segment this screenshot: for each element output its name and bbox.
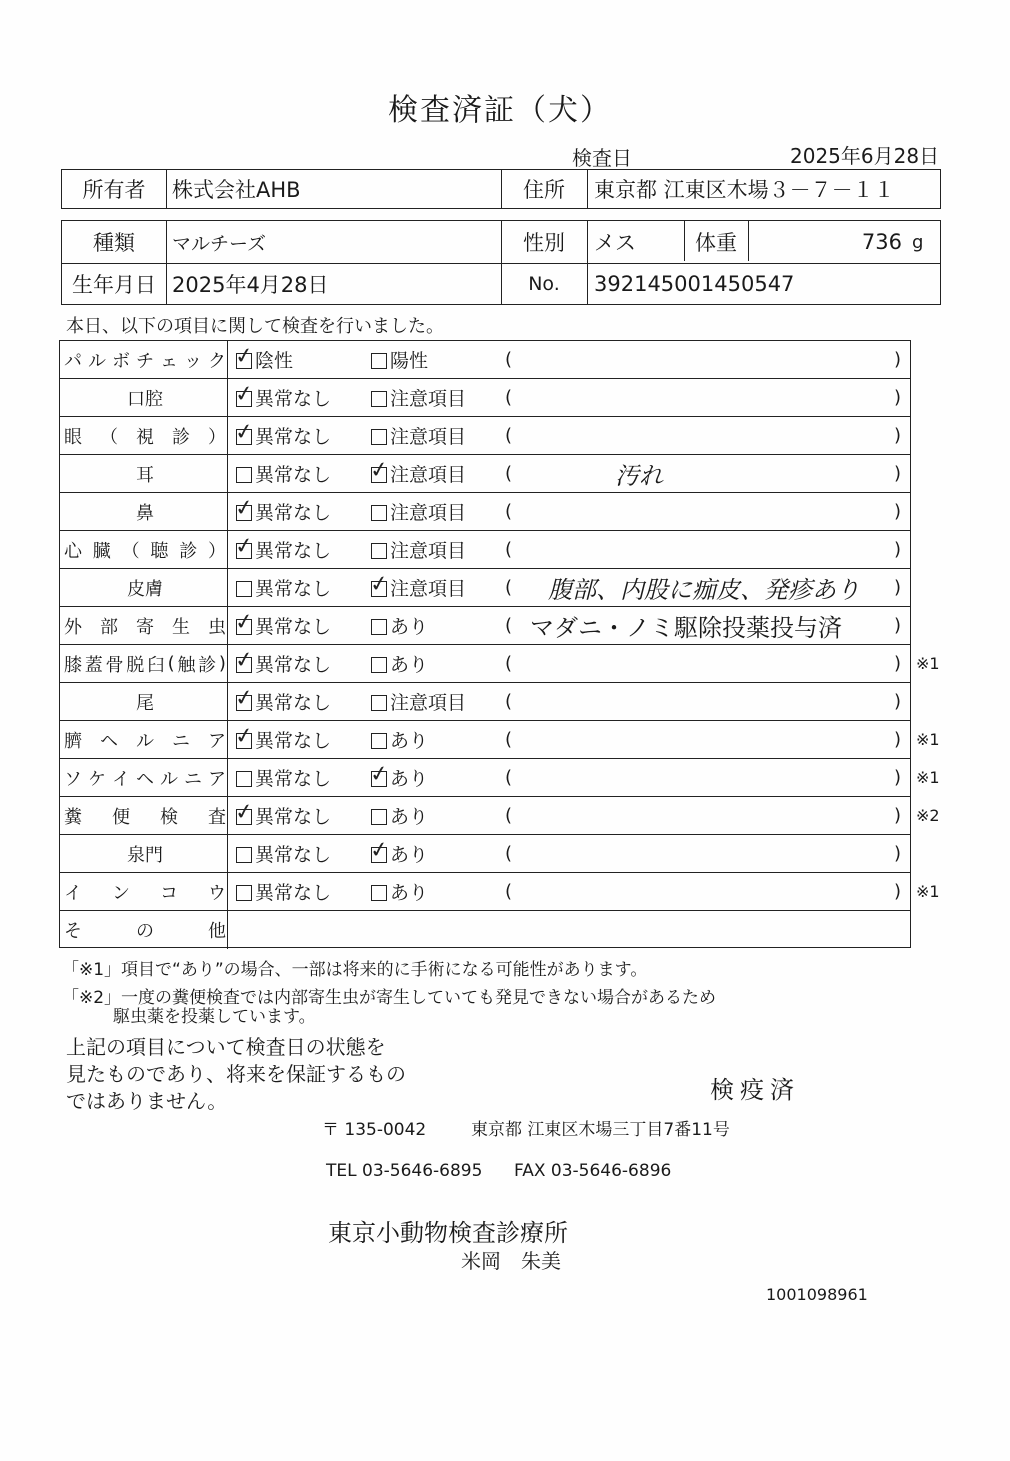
reference-mark: ※1: [916, 768, 940, 787]
footnote-1: 「※1」項目で“あり”の場合、一部は将来的に手術になる可能性があります。: [62, 960, 648, 980]
check-mark-icon: ✓: [233, 380, 256, 408]
note-open-paren: (: [505, 691, 513, 712]
pet-info-box: [61, 220, 941, 305]
check-row: [60, 645, 910, 683]
checkbox-label: 注意項目: [390, 578, 467, 600]
checkbox-label: 異常なし: [255, 806, 332, 828]
checkbox-label: 異常なし: [255, 388, 332, 410]
exam-date-label: 検査日: [572, 146, 632, 170]
check-mark-icon: ✓: [233, 608, 256, 636]
checkbox-option[interactable]: [371, 379, 466, 416]
checkbox-icon[interactable]: [371, 695, 387, 711]
checkbox-option[interactable]: [371, 341, 428, 378]
check-item-label: 耳: [136, 464, 154, 486]
checkbox-label: 注意項目: [390, 692, 467, 714]
checkbox-option[interactable]: [233, 645, 332, 682]
check-mark-icon: ✓: [233, 684, 256, 712]
note-close-paren: ): [894, 843, 902, 864]
checkbox-icon[interactable]: [371, 619, 387, 635]
checkbox-icon[interactable]: [371, 809, 387, 825]
note-open-paren: (: [505, 767, 513, 788]
checkbox-icon[interactable]: [233, 380, 256, 408]
checkbox-label: 注意項目: [390, 464, 467, 486]
weight-unit: g: [912, 231, 924, 253]
reference-mark: ※1: [916, 882, 940, 901]
checkbox-icon[interactable]: [233, 722, 256, 750]
check-row: [60, 873, 910, 911]
check-row: [60, 379, 910, 417]
checkbox-option[interactable]: [233, 341, 294, 378]
check-mark-icon: ✓: [233, 532, 256, 560]
check-mark-icon: ✓: [233, 418, 256, 446]
checkbox-option[interactable]: [233, 797, 332, 834]
checkbox-option[interactable]: [371, 721, 428, 758]
checkbox-option[interactable]: [236, 759, 331, 796]
note-open-paren: (: [505, 425, 513, 446]
check-item-label: 心 臓 （ 聴 診 ）: [64, 540, 226, 562]
checkbox-label: 異常なし: [255, 540, 332, 562]
checkbox-icon[interactable]: [233, 608, 256, 636]
check-item-label: 臍 ヘ ル ニ ア: [64, 730, 226, 752]
check-item-label: 皮膚: [127, 578, 163, 600]
checkbox-label: 異常なし: [255, 882, 332, 904]
checkbox-option[interactable]: [371, 607, 428, 644]
owner-address-box: [61, 169, 941, 209]
checkbox-icon[interactable]: [233, 646, 256, 674]
checkbox-option[interactable]: [368, 569, 467, 606]
note-open-paren: (: [505, 843, 513, 864]
checkbox-label: 注意項目: [390, 426, 467, 448]
checkbox-icon[interactable]: [368, 570, 391, 598]
footnote-2: 「※2」一度の糞便検査では内部寄生虫が寄生していても発見できない場合があるため: [62, 988, 717, 1008]
postal-code: 〒 135-0042: [322, 1120, 427, 1140]
check-row: [60, 683, 910, 721]
checkbox-icon[interactable]: [371, 733, 387, 749]
document-title: 検査済証（犬）: [388, 93, 612, 128]
check-item-label: パ ル ボ チ ェ ッ ク: [64, 350, 226, 372]
check-mark-icon: ✓: [233, 722, 256, 750]
note-open-paren: (: [505, 805, 513, 826]
note-close-paren: ): [894, 767, 902, 788]
checkbox-option[interactable]: [371, 645, 428, 682]
checkbox-label: 異常なし: [255, 730, 332, 752]
check-mark-icon: ✓: [233, 342, 256, 370]
checkbox-icon[interactable]: [236, 467, 252, 483]
checkbox-icon[interactable]: [371, 391, 387, 407]
checkbox-option[interactable]: [371, 683, 466, 720]
weight-value: 736: [861, 230, 902, 254]
checkbox-label: 異常なし: [255, 654, 332, 676]
checkbox-option[interactable]: [371, 493, 466, 530]
checkbox-icon[interactable]: [368, 836, 391, 864]
checkbox-icon[interactable]: [233, 418, 256, 446]
checkbox-label: あり: [390, 844, 429, 866]
checkbox-option[interactable]: [368, 455, 467, 492]
check-mark-icon: ✓: [368, 836, 391, 864]
checkbox-icon[interactable]: [371, 429, 387, 445]
check-mark-icon: ✓: [233, 646, 256, 674]
check-table: [59, 340, 911, 948]
checkbox-label: 異常なし: [255, 502, 332, 524]
disclaimer-line: 見たものであり、将来を保証するもの: [66, 1062, 406, 1086]
reference-mark: ※2: [916, 806, 940, 825]
owner-label: 所有者: [82, 178, 146, 202]
checkbox-icon[interactable]: [371, 505, 387, 521]
check-row: [60, 607, 910, 645]
checkbox-label: あり: [390, 806, 429, 828]
clinic-address: 東京都 江東区木場三丁目7番11号: [471, 1120, 730, 1140]
checkbox-icon[interactable]: [233, 494, 256, 522]
note-close-paren: ): [894, 881, 902, 902]
check-row: [60, 569, 910, 607]
reference-mark: ※1: [916, 730, 940, 749]
disclaimer-statement: [66, 1034, 406, 1115]
checkbox-option[interactable]: [371, 417, 466, 454]
checkbox-label: 注意項目: [390, 540, 467, 562]
checkbox-option[interactable]: [236, 835, 331, 872]
note-close-paren: ): [894, 729, 902, 750]
check-mark-icon: ✓: [233, 494, 256, 522]
clinic-fax: FAX 03-5646-6896: [514, 1161, 672, 1181]
check-row: [60, 835, 910, 873]
note-close-paren: ): [894, 615, 902, 636]
note-open-paren: (: [505, 729, 513, 750]
handwritten-note: マダニ・ノミ駆除投薬投与済: [530, 614, 842, 642]
checkbox-option[interactable]: [236, 873, 331, 910]
checkbox-option[interactable]: [233, 607, 332, 644]
checkbox-label: あり: [390, 654, 429, 676]
checkbox-label: 注意項目: [390, 388, 467, 410]
checkbox-icon[interactable]: [368, 456, 391, 484]
quarantine-stamp: 検疫済: [710, 1076, 800, 1104]
note-close-paren: ): [894, 805, 902, 826]
check-item-label: 泉門: [127, 844, 163, 866]
sex-label: 性別: [523, 231, 565, 255]
number-value: 392145001450547: [594, 272, 795, 296]
check-item-label: 眼 （ 視 診 ）: [64, 426, 226, 448]
checkbox-option[interactable]: [368, 759, 429, 796]
checkbox-label: 異常なし: [255, 578, 332, 600]
checkbox-icon[interactable]: [236, 581, 252, 597]
breed-value: マルチーズ: [172, 232, 267, 255]
checkbox-icon[interactable]: [233, 342, 256, 370]
weight-label: 体重: [695, 231, 737, 255]
clinic-tel: TEL 03-5646-6895: [326, 1161, 483, 1181]
note-close-paren: ): [894, 349, 902, 370]
check-item-label: 尾: [136, 692, 154, 714]
birth-value: 2025年4月28日: [172, 273, 329, 297]
checkbox-icon[interactable]: [236, 885, 252, 901]
check-row: [60, 911, 910, 949]
checkbox-label: あり: [390, 616, 429, 638]
check-item-label: 膝 蓋 骨 脱 臼 ( 触 診 ): [64, 653, 226, 676]
handwritten-note: 腹部、内股に痂皮、発疹あり: [548, 576, 860, 604]
checkbox-icon[interactable]: [371, 353, 387, 369]
note-open-paren: (: [505, 387, 513, 408]
note-open-paren: (: [505, 615, 513, 636]
checkbox-icon[interactable]: [233, 684, 256, 712]
note-close-paren: ): [894, 425, 902, 446]
note-open-paren: (: [505, 577, 513, 598]
checkbox-label: あり: [390, 730, 429, 752]
check-item-label: 糞 便 検 査: [64, 806, 226, 828]
checkbox-icon[interactable]: [236, 847, 252, 863]
address-label: 住所: [523, 178, 565, 202]
note-close-paren: ): [894, 387, 902, 408]
checkbox-option[interactable]: [368, 835, 429, 872]
check-row: [60, 721, 910, 759]
note-close-paren: ): [894, 653, 902, 674]
checkbox-option[interactable]: [233, 683, 332, 720]
checkbox-option[interactable]: [233, 721, 332, 758]
check-mark-icon: ✓: [368, 760, 391, 788]
handwritten-note: 汚れ: [615, 462, 663, 490]
disclaimer-line: 上記の項目について検査日の状態を: [66, 1035, 386, 1059]
check-row: [60, 455, 910, 493]
check-row: [60, 531, 910, 569]
breed-label: 種類: [93, 231, 135, 255]
checkbox-label: あり: [390, 882, 429, 904]
checkbox-label: 異常なし: [255, 616, 332, 638]
check-item-label: ソ ケ イ ヘ ル ニ ア: [64, 768, 226, 790]
note-close-paren: ): [894, 577, 902, 598]
checkbox-label: 注意項目: [390, 502, 467, 524]
check-row: [60, 417, 910, 455]
checkbox-icon[interactable]: [371, 657, 387, 673]
checkbox-icon[interactable]: [368, 760, 391, 788]
checkbox-option[interactable]: [233, 493, 332, 530]
checkbox-option[interactable]: [371, 873, 428, 910]
checkbox-label: 陽性: [390, 350, 429, 372]
checkbox-option[interactable]: [233, 531, 332, 568]
checkbox-label: 異常なし: [255, 692, 332, 714]
check-row: [60, 341, 910, 379]
note-close-paren: ): [894, 501, 902, 522]
note-open-paren: (: [505, 653, 513, 674]
check-item-label: イ ン コ ウ: [64, 882, 226, 904]
note-open-paren: (: [505, 501, 513, 522]
checkbox-icon[interactable]: [371, 885, 387, 901]
clinic-name: 東京小動物検査診療所: [328, 1219, 568, 1247]
note-close-paren: ): [894, 463, 902, 484]
checkbox-label: 異常なし: [255, 426, 332, 448]
check-item-label: 鼻: [136, 502, 154, 524]
note-open-paren: (: [505, 539, 513, 560]
check-item-label: 口腔: [127, 388, 163, 410]
check-row: [60, 797, 910, 835]
checkbox-icon[interactable]: [233, 532, 256, 560]
intro-text: 本日、以下の項目に関して検査を行いました。: [66, 316, 444, 337]
number-label: No.: [528, 273, 560, 295]
exam-date-value: 2025年6月28日: [790, 144, 940, 168]
address-value: 東京都 江東区木場３－７－１１: [594, 178, 895, 202]
check-item-label: そ の 他: [64, 921, 226, 942]
disclaimer-line: ではありません。: [66, 1089, 228, 1113]
checkbox-icon[interactable]: [233, 798, 256, 826]
check-mark-icon: ✓: [368, 570, 391, 598]
check-mark-icon: ✓: [233, 798, 256, 826]
note-close-paren: ): [894, 539, 902, 560]
note-open-paren: (: [505, 463, 513, 484]
checkbox-label: 陰性: [255, 350, 294, 372]
note-close-paren: ): [894, 691, 902, 712]
checkbox-label: 異常なし: [255, 844, 332, 866]
checkbox-option[interactable]: [236, 569, 331, 606]
checkbox-option[interactable]: [371, 797, 428, 834]
checkbox-option[interactable]: [371, 531, 466, 568]
check-row: [60, 493, 910, 531]
checkbox-icon[interactable]: [236, 771, 252, 787]
checkbox-label: 異常なし: [255, 768, 332, 790]
check-item-label: 外 部 寄 生 虫: [64, 616, 226, 638]
checkbox-label: 異常なし: [255, 464, 332, 486]
note-open-paren: (: [505, 881, 513, 902]
checkbox-label: あり: [390, 768, 429, 790]
checkbox-option[interactable]: [236, 455, 331, 492]
veterinarian-name: 米岡 朱美: [461, 1249, 561, 1273]
checkbox-option[interactable]: [233, 379, 332, 416]
birth-label: 生年月日: [72, 273, 156, 297]
check-row: [60, 759, 910, 797]
footnote-2-cont: 駆虫薬を投薬しています。: [113, 1007, 316, 1027]
reference-mark: ※1: [916, 654, 940, 673]
note-open-paren: (: [505, 349, 513, 370]
sex-value: メス: [594, 231, 636, 255]
serial-number: 1001098961: [766, 1285, 868, 1304]
checkbox-icon[interactable]: [371, 543, 387, 559]
check-mark-icon: ✓: [368, 456, 391, 484]
owner-value: 株式会社AHB: [172, 178, 301, 202]
checkbox-option[interactable]: [233, 417, 332, 454]
